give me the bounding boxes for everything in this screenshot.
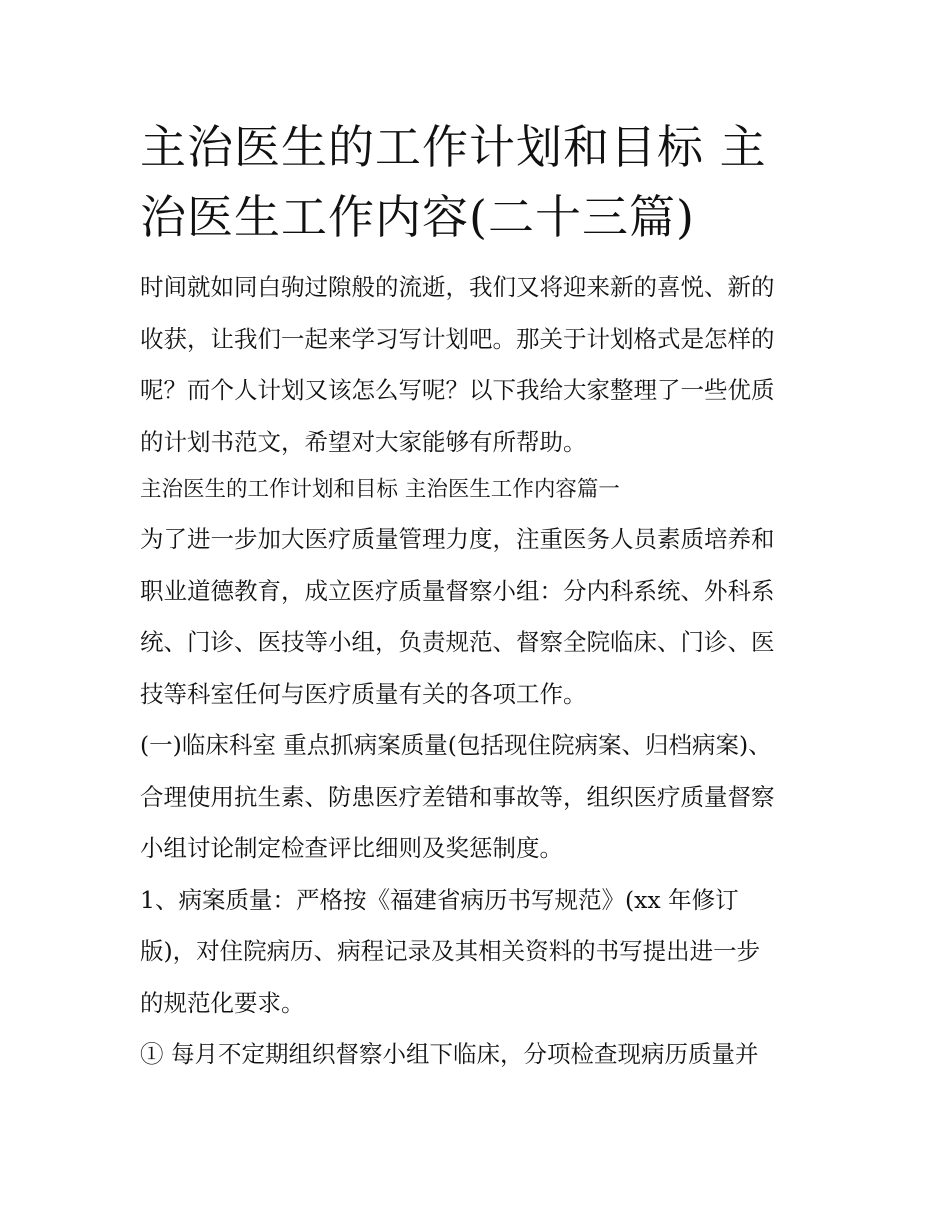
clinical-paragraph	[140, 720, 812, 875]
text-line: 呢？而个人计划又该怎么写呢？以下我给大家整理了一些优质	[140, 376, 775, 404]
text-line: 1、病案质量：严格按《福建省病历书写规范》(xx 年修订	[140, 885, 739, 914]
document-title: 主治医生的工作计划和目标 主治医生工作内容(二十三篇)	[140, 120, 767, 244]
text-line: 时间就如同白驹过隙般的流逝，我们又将迎来新的喜悦、新的	[140, 273, 775, 301]
text-line: 小组讨论制定检查评比细则及奖惩制度。	[140, 834, 563, 862]
section-paragraph	[140, 514, 812, 720]
text-line: 职业道德教育，成立医疗质量督察小组：分内科系统、外科系	[140, 576, 775, 605]
text-line: 技等科室任何与医疗质量有关的各项工作。	[140, 679, 587, 708]
text-line: 合理使用抗生素、防患医疗差错和事故等，组织医疗质量督察	[140, 782, 775, 811]
text-line: 统、门诊、医技等小组，负责规范、督察全院临床、门诊、医	[140, 628, 775, 656]
text-line: ① 每月不定期组织督察小组下临床，分项检查现病历质量并	[140, 1040, 759, 1068]
text-line: 收获，让我们一起来学习写计划吧。那关于计划格式是怎样的	[140, 324, 775, 353]
intro-paragraph	[140, 262, 812, 468]
section-heading: 主治医生的工作计划和目标 主治医生工作内容篇一	[140, 477, 620, 502]
text-line: 的规范化要求。	[140, 988, 305, 1017]
text-line: 版)，对住院病历、病程记录及其相关资料的书写提出进一步	[140, 937, 761, 965]
record-paragraph	[140, 875, 812, 1030]
text-line: (一)临床科室 重点抓病案质量(包括现住院病案、归档病案)、	[140, 731, 772, 759]
text-line: 的计划书范文，希望对大家能够有所帮助。	[140, 427, 587, 456]
text-line: 为了进一步加大医疗质量管理力度，注重医务人员素质培养和	[140, 525, 775, 553]
document-page	[140, 112, 812, 1081]
item-paragraph	[140, 1029, 812, 1081]
